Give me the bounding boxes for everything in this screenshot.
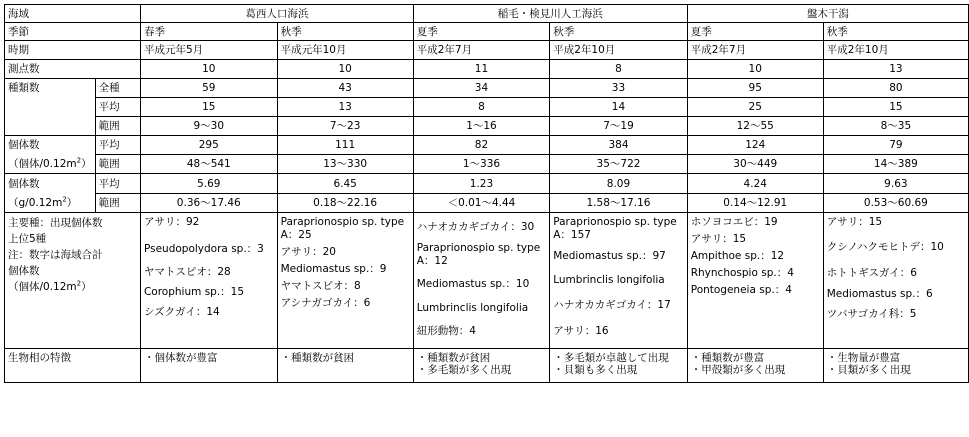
features-cell — [277, 349, 413, 383]
feature-item: ・個体数が豊富 — [143, 352, 218, 364]
list-item: Rhynchospio sp.：4 — [690, 267, 794, 279]
species-total-value: 43 — [277, 79, 413, 98]
species-total-row — [5, 79, 969, 98]
species-avg-value: 15 — [823, 98, 968, 117]
individuals-avg-row — [5, 136, 969, 155]
species-avg-value: 15 — [140, 98, 277, 117]
weight-unit: $(g/0.12m^2)$ — [5, 194, 96, 213]
survey-table — [4, 4, 969, 383]
list-item: ヤマトスピオ：8 — [280, 280, 361, 292]
dominant-list — [140, 213, 277, 349]
list-item: Ampithoe sp.：12 — [690, 250, 785, 262]
stations-value: 10 — [687, 60, 823, 79]
list-item: Mediomastus sp.：9 — [280, 263, 387, 275]
stations-value: 11 — [413, 60, 550, 79]
individuals-range-value: 30～449 — [687, 155, 823, 174]
species-range-value: 1～16 — [413, 117, 550, 136]
season-cell: 秋季 — [550, 23, 688, 41]
period-cell: 平成2年10月 — [823, 41, 968, 60]
weight-range-value: 0.14～12.91 — [687, 194, 823, 213]
period-cell: 平成2年7月 — [687, 41, 823, 60]
area-row — [5, 5, 969, 23]
species-range-value: 9～30 — [140, 117, 277, 136]
species-label: 種類数 — [5, 79, 96, 136]
species-avg-value: 8 — [413, 98, 550, 117]
individuals-range-value: 14～389 — [823, 155, 968, 174]
period-cell: 平成元年5月 — [140, 41, 277, 60]
list-item: アサリ：15 — [826, 216, 883, 228]
season-cell: 秋季 — [277, 23, 413, 41]
list-item: Mediomastus sp.：10 — [416, 278, 530, 290]
features-cell — [823, 349, 968, 383]
feature-item: ・種類数が貧困 — [416, 352, 491, 364]
dominant-label: 主要種：出現個体数 上位5種 注：数字は海域合計 個体数 （個体$/0.12m^2$） — [5, 213, 141, 349]
species-range-value: 8～35 — [823, 117, 968, 136]
weight-avg-value: 6.45 — [277, 174, 413, 194]
species-avg-label: 平均 — [95, 98, 140, 117]
features-row — [5, 349, 969, 383]
feature-item: ・貝類が多く出現 — [826, 364, 911, 376]
list-item: Paraprionospio sp. type A：25 — [280, 216, 405, 241]
individuals-range-label: 範囲 — [95, 155, 140, 174]
feature-item: ・貝類も多く出現 — [553, 364, 638, 376]
dominant-list — [550, 213, 688, 349]
individuals-unit: （個体$/0.12m^2$） — [5, 155, 96, 174]
dominant-list — [823, 213, 968, 349]
feature-item: ・甲殻類が多く出現 — [690, 364, 786, 376]
list-item: Pseudopolydora sp.：3 — [143, 243, 264, 255]
stations-value: 13 — [823, 60, 968, 79]
stations-value: 10 — [277, 60, 413, 79]
list-item: ヤマトスピオ：28 — [143, 266, 231, 278]
feature-item: ・多毛類が卓越して出現 — [553, 352, 669, 364]
features-cell — [687, 349, 823, 383]
list-item: シズクガイ：14 — [143, 306, 220, 318]
period-cell: 平成2年10月 — [550, 41, 688, 60]
list-item: Lumbrinclis longifolia — [553, 274, 665, 286]
season-cell: 春季 — [140, 23, 277, 41]
list-item: 紐形動物：4 — [416, 325, 476, 337]
individuals-range-row — [5, 155, 969, 174]
feature-item: ・種類数が豊富 — [690, 352, 765, 364]
individuals-avg-value: 384 — [550, 136, 688, 155]
individuals-avg-label: 平均 — [95, 136, 140, 155]
area-banzu: 盤木干潟 — [687, 5, 968, 23]
features-cell — [140, 349, 277, 383]
individuals-avg-value: 295 — [140, 136, 277, 155]
species-total-value: 34 — [413, 79, 550, 98]
season-row — [5, 23, 969, 41]
list-item: Mediomastus sp.：97 — [553, 250, 666, 262]
dominant-list — [277, 213, 413, 349]
weight-avg-value: 4.24 — [687, 174, 823, 194]
season-cell: 夏季 — [413, 23, 550, 41]
stations-value: 8 — [550, 60, 688, 79]
species-total-value: 95 — [687, 79, 823, 98]
list-item: ハナオカカギゴカイ：30 — [416, 221, 535, 233]
weight-avg-value: 8.09 — [550, 174, 688, 194]
stations-value: 10 — [140, 60, 277, 79]
list-item: アサリ：16 — [553, 325, 609, 337]
individuals-range-value: 48～541 — [140, 155, 277, 174]
individuals-range-value: 1～336 — [413, 155, 550, 174]
season-label: 季節 — [5, 23, 141, 41]
list-item: ツバサゴカイ科：5 — [826, 308, 917, 320]
period-label: 時期 — [5, 41, 141, 60]
weight-avg-row — [5, 174, 969, 194]
features-cell — [413, 349, 550, 383]
list-item: Lumbrinclis longifolia — [416, 302, 529, 314]
species-range-label: 範囲 — [95, 117, 140, 136]
species-range-row — [5, 117, 969, 136]
weight-avg-label: 平均 — [95, 174, 140, 194]
list-item: クシノハクモヒトデ：10 — [826, 241, 944, 253]
species-avg-value: 25 — [687, 98, 823, 117]
individuals-avg-value: 111 — [277, 136, 413, 155]
dominant-list — [413, 213, 550, 349]
species-total-value: 80 — [823, 79, 968, 98]
feature-item: ・生物量が豊富 — [826, 352, 901, 364]
weight-range-value: ＜0.01～4.44 — [413, 194, 550, 213]
features-cell — [550, 349, 688, 383]
list-item: ハナオカカギゴカイ：17 — [553, 299, 671, 311]
list-item: Paraprionospio sp. type A：157 — [553, 216, 677, 241]
list-item: アサリ：92 — [143, 216, 200, 228]
species-range-value: 12～55 — [687, 117, 823, 136]
list-item: ホトトギスガイ：6 — [826, 267, 917, 279]
weight-range-value: 0.36～17.46 — [140, 194, 277, 213]
species-range-value: 7～19 — [550, 117, 688, 136]
species-range-value: 7～23 — [277, 117, 413, 136]
individuals-avg-value: 124 — [687, 136, 823, 155]
list-item: Pontogeneia sp.：4 — [690, 284, 792, 296]
period-cell: 平成2年7月 — [413, 41, 550, 60]
species-avg-value: 13 — [277, 98, 413, 117]
species-total-label: 全種 — [95, 79, 140, 98]
species-avg-value: 14 — [550, 98, 688, 117]
weight-range-row — [5, 194, 969, 213]
dominant-row — [5, 213, 969, 349]
species-total-value: 59 — [140, 79, 277, 98]
individuals-range-value: 35～722 — [550, 155, 688, 174]
list-item: アサリ：20 — [280, 246, 336, 258]
season-cell: 秋季 — [823, 23, 968, 41]
weight-label: 個体数 — [5, 174, 96, 194]
weight-range-value: 0.53～60.69 — [823, 194, 968, 213]
feature-item: ・多毛類が多く出現 — [416, 364, 512, 376]
list-item: Corophium sp.：15 — [143, 286, 245, 298]
individuals-avg-value: 79 — [823, 136, 968, 155]
area-inage: 稲毛・検見川人工海浜 — [413, 5, 687, 23]
list-item: ホソヨコエビ：19 — [690, 216, 778, 228]
feature-item: ・種類数が貧困 — [280, 352, 355, 364]
season-cell: 夏季 — [687, 23, 823, 41]
period-row — [5, 41, 969, 60]
period-cell: 平成元年10月 — [277, 41, 413, 60]
species-total-value: 33 — [550, 79, 688, 98]
species-avg-row — [5, 98, 969, 117]
features-label: 生物相の特徴 — [5, 349, 141, 383]
individuals-label: 個体数 — [5, 136, 96, 155]
weight-range-label: 範囲 — [95, 194, 140, 213]
weight-range-value: 0.18～22.16 — [277, 194, 413, 213]
weight-range-value: 1.58～17.16 — [550, 194, 688, 213]
weight-avg-value: 1.23 — [413, 174, 550, 194]
stations-label: 測点数 — [5, 60, 141, 79]
area-kasai: 葛西人口海浜 — [140, 5, 413, 23]
list-item: Mediomastus sp.：6 — [826, 288, 933, 300]
list-item: アサリ：15 — [690, 233, 747, 245]
list-item: Paraprionospio sp. type A：12 — [416, 242, 541, 267]
weight-avg-value: 5.69 — [140, 174, 277, 194]
dominant-list — [687, 213, 823, 349]
stations-row — [5, 60, 969, 79]
weight-avg-value: 9.63 — [823, 174, 968, 194]
list-item: アシナガゴカイ：6 — [280, 297, 371, 309]
area-label: 海域 — [5, 5, 141, 23]
individuals-range-value: 13～330 — [277, 155, 413, 174]
individuals-avg-value: 82 — [413, 136, 550, 155]
